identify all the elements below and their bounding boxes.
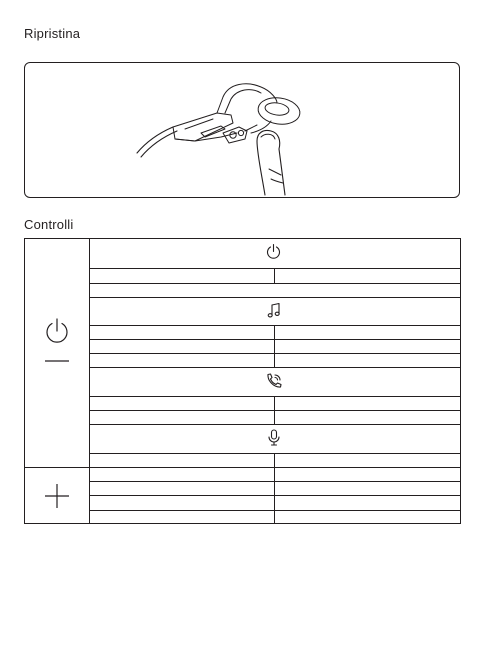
reset-illustration-frame: [24, 62, 460, 198]
controls-heading: Controlli: [24, 217, 74, 232]
table-row-line: [89, 396, 461, 397]
table-row-line: [89, 325, 461, 326]
table-row-line: [89, 453, 461, 454]
table-row-line: [89, 410, 461, 411]
plus-icon: [44, 483, 70, 509]
minus-icon: [44, 358, 70, 364]
table-row-line: [89, 481, 461, 482]
reset-heading: Ripristina: [24, 26, 81, 41]
table-row-line: [89, 495, 461, 496]
table-divider: [274, 268, 275, 284]
table-divider: [274, 453, 275, 524]
table-row-line: [89, 339, 461, 340]
music-note-icon: [266, 302, 282, 319]
table-row-line: [89, 268, 461, 269]
microphone-icon: [267, 429, 281, 447]
phone-icon: [265, 372, 283, 390]
controls-table: [24, 238, 461, 524]
table-row-line: [89, 367, 461, 368]
table-divider: [274, 325, 275, 368]
table-row-line: [89, 297, 461, 298]
table-row-line: [89, 510, 461, 511]
power-icon: [43, 317, 71, 345]
power-icon: [265, 243, 282, 260]
table-row-line: [25, 467, 461, 468]
table-row-line: [89, 283, 461, 284]
table-row-line: [89, 353, 461, 354]
table-row-line: [89, 424, 461, 425]
headset-reset-illustration: [25, 63, 460, 198]
